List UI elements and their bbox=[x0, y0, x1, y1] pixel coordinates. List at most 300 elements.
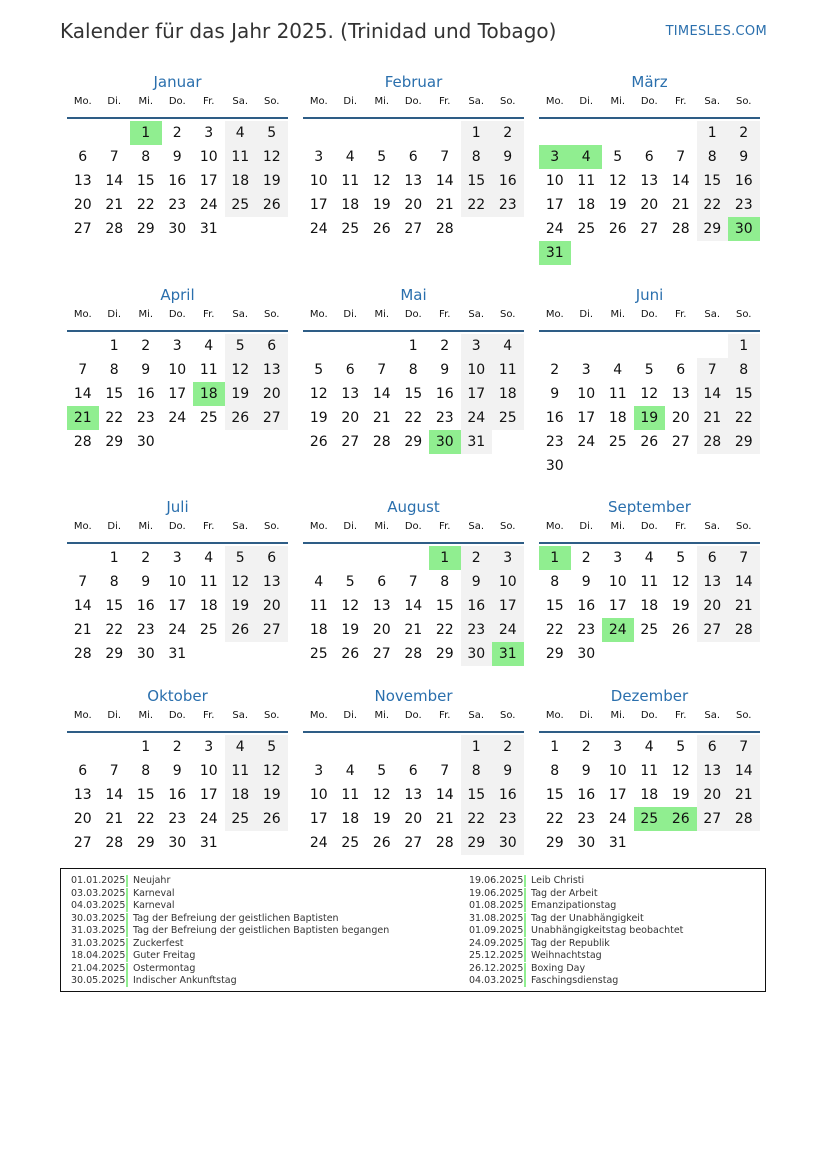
day-cell[interactable]: 1 bbox=[550, 739, 560, 755]
day-cell[interactable]: 1 bbox=[408, 338, 418, 354]
day-cell[interactable]: 16 bbox=[136, 598, 155, 614]
day-cell[interactable]: 2 bbox=[141, 550, 151, 566]
day-cell[interactable]: 22 bbox=[136, 197, 155, 213]
day-cell[interactable]: 15 bbox=[136, 787, 155, 803]
holiday-day-cell[interactable]: 4 bbox=[571, 145, 603, 169]
day-cell[interactable]: 7 bbox=[78, 574, 88, 590]
day-cell[interactable]: 15 bbox=[136, 173, 155, 189]
day-cell[interactable]: 23 bbox=[168, 811, 187, 827]
day-cell[interactable]: 25 bbox=[225, 807, 257, 831]
day-cell[interactable]: 24 bbox=[577, 434, 596, 450]
day-cell[interactable]: 5 bbox=[225, 334, 257, 358]
day-cell[interactable]: 6 bbox=[78, 149, 88, 165]
day-cell[interactable]: 15 bbox=[461, 169, 493, 193]
day-cell[interactable]: 4 bbox=[225, 735, 257, 759]
day-cell[interactable]: 22 bbox=[728, 406, 760, 430]
day-cell[interactable]: 30 bbox=[461, 642, 493, 666]
day-cell[interactable]: 2 bbox=[492, 735, 524, 759]
day-cell[interactable]: 4 bbox=[204, 550, 214, 566]
day-cell[interactable]: 16 bbox=[728, 169, 760, 193]
day-cell[interactable]: 29 bbox=[136, 835, 155, 851]
day-cell[interactable]: 30 bbox=[168, 835, 187, 851]
day-cell[interactable]: 13 bbox=[640, 173, 659, 189]
day-cell[interactable]: 21 bbox=[372, 410, 391, 426]
day-cell[interactable]: 12 bbox=[640, 386, 659, 402]
day-cell[interactable]: 11 bbox=[199, 574, 218, 590]
day-cell[interactable]: 27 bbox=[697, 618, 729, 642]
day-cell[interactable]: 9 bbox=[581, 763, 591, 779]
day-cell[interactable]: 7 bbox=[440, 149, 450, 165]
day-cell[interactable]: 14 bbox=[105, 173, 124, 189]
day-cell[interactable]: 6 bbox=[408, 763, 418, 779]
day-cell[interactable]: 20 bbox=[256, 594, 288, 618]
day-cell[interactable]: 17 bbox=[168, 386, 187, 402]
day-cell[interactable]: 23 bbox=[492, 193, 524, 217]
day-cell[interactable]: 26 bbox=[640, 434, 659, 450]
day-cell[interactable]: 3 bbox=[613, 550, 623, 566]
day-cell[interactable]: 8 bbox=[550, 763, 560, 779]
day-cell[interactable]: 17 bbox=[608, 787, 627, 803]
day-cell[interactable]: 28 bbox=[435, 221, 454, 237]
day-cell[interactable]: 1 bbox=[109, 338, 119, 354]
day-cell[interactable]: 28 bbox=[728, 618, 760, 642]
day-cell[interactable]: 22 bbox=[545, 622, 564, 638]
holiday-day-cell[interactable]: 1 bbox=[539, 546, 571, 570]
day-cell[interactable]: 6 bbox=[697, 546, 729, 570]
day-cell[interactable]: 19 bbox=[671, 787, 690, 803]
day-cell[interactable]: 26 bbox=[671, 622, 690, 638]
day-cell[interactable]: 13 bbox=[671, 386, 690, 402]
day-cell[interactable]: 30 bbox=[577, 646, 596, 662]
day-cell[interactable]: 19 bbox=[608, 197, 627, 213]
day-cell[interactable]: 28 bbox=[435, 835, 454, 851]
day-cell[interactable]: 4 bbox=[492, 334, 524, 358]
day-cell[interactable]: 29 bbox=[404, 434, 423, 450]
day-cell[interactable]: 9 bbox=[440, 362, 450, 378]
day-cell[interactable]: 31 bbox=[199, 835, 218, 851]
day-cell[interactable]: 28 bbox=[697, 430, 729, 454]
day-cell[interactable]: 21 bbox=[435, 197, 454, 213]
day-cell[interactable]: 12 bbox=[608, 173, 627, 189]
day-cell[interactable]: 28 bbox=[105, 221, 124, 237]
day-cell[interactable]: 18 bbox=[640, 598, 659, 614]
day-cell[interactable]: 13 bbox=[256, 358, 288, 382]
day-cell[interactable]: 19 bbox=[309, 410, 328, 426]
day-cell[interactable]: 3 bbox=[613, 739, 623, 755]
day-cell[interactable]: 29 bbox=[105, 646, 124, 662]
day-cell[interactable]: 30 bbox=[136, 646, 155, 662]
day-cell[interactable]: 14 bbox=[435, 173, 454, 189]
day-cell[interactable]: 30 bbox=[577, 835, 596, 851]
day-cell[interactable]: 7 bbox=[109, 149, 119, 165]
day-cell[interactable]: 20 bbox=[73, 811, 92, 827]
day-cell[interactable]: 9 bbox=[461, 570, 493, 594]
day-cell[interactable]: 5 bbox=[256, 121, 288, 145]
day-cell[interactable]: 3 bbox=[204, 125, 214, 141]
day-cell[interactable]: 23 bbox=[435, 410, 454, 426]
day-cell[interactable]: 9 bbox=[550, 386, 560, 402]
day-cell[interactable]: 12 bbox=[256, 145, 288, 169]
day-cell[interactable]: 27 bbox=[73, 835, 92, 851]
day-cell[interactable]: 13 bbox=[404, 173, 423, 189]
day-cell[interactable]: 12 bbox=[372, 173, 391, 189]
holiday-day-cell[interactable]: 30 bbox=[429, 430, 461, 454]
day-cell[interactable]: 20 bbox=[697, 783, 729, 807]
day-cell[interactable]: 22 bbox=[697, 193, 729, 217]
day-cell[interactable]: 25 bbox=[577, 221, 596, 237]
day-cell[interactable]: 18 bbox=[309, 622, 328, 638]
day-cell[interactable]: 13 bbox=[73, 787, 92, 803]
day-cell[interactable]: 14 bbox=[105, 787, 124, 803]
day-cell[interactable]: 25 bbox=[341, 835, 360, 851]
day-cell[interactable]: 24 bbox=[545, 221, 564, 237]
day-cell[interactable]: 16 bbox=[136, 386, 155, 402]
day-cell[interactable]: 17 bbox=[309, 197, 328, 213]
day-cell[interactable]: 24 bbox=[309, 221, 328, 237]
day-cell[interactable]: 25 bbox=[640, 622, 659, 638]
day-cell[interactable]: 28 bbox=[73, 434, 92, 450]
day-cell[interactable]: 4 bbox=[225, 121, 257, 145]
day-cell[interactable]: 21 bbox=[404, 622, 423, 638]
day-cell[interactable]: 25 bbox=[199, 622, 218, 638]
day-cell[interactable]: 15 bbox=[461, 783, 493, 807]
day-cell[interactable]: 20 bbox=[256, 382, 288, 406]
day-cell[interactable]: 24 bbox=[168, 410, 187, 426]
day-cell[interactable]: 5 bbox=[644, 362, 654, 378]
day-cell[interactable]: 1 bbox=[141, 739, 151, 755]
holiday-day-cell[interactable]: 30 bbox=[728, 217, 760, 241]
day-cell[interactable]: 14 bbox=[728, 759, 760, 783]
day-cell[interactable]: 23 bbox=[492, 807, 524, 831]
day-cell[interactable]: 5 bbox=[256, 735, 288, 759]
day-cell[interactable]: 11 bbox=[341, 787, 360, 803]
day-cell[interactable]: 13 bbox=[372, 598, 391, 614]
day-cell[interactable]: 29 bbox=[461, 831, 493, 855]
day-cell[interactable]: 22 bbox=[105, 622, 124, 638]
day-cell[interactable]: 2 bbox=[172, 739, 182, 755]
day-cell[interactable]: 12 bbox=[225, 358, 257, 382]
day-cell[interactable]: 7 bbox=[377, 362, 387, 378]
day-cell[interactable]: 14 bbox=[73, 598, 92, 614]
day-cell[interactable]: 27 bbox=[404, 221, 423, 237]
day-cell[interactable]: 16 bbox=[545, 410, 564, 426]
day-cell[interactable]: 13 bbox=[697, 570, 729, 594]
day-cell[interactable]: 28 bbox=[671, 221, 690, 237]
day-cell[interactable]: 20 bbox=[671, 410, 690, 426]
day-cell[interactable]: 20 bbox=[640, 197, 659, 213]
day-cell[interactable]: 11 bbox=[225, 759, 257, 783]
day-cell[interactable]: 8 bbox=[461, 759, 493, 783]
day-cell[interactable]: 17 bbox=[577, 410, 596, 426]
day-cell[interactable]: 23 bbox=[461, 618, 493, 642]
day-cell[interactable]: 10 bbox=[168, 574, 187, 590]
day-cell[interactable]: 9 bbox=[581, 574, 591, 590]
day-cell[interactable]: 11 bbox=[577, 173, 596, 189]
day-cell[interactable]: 12 bbox=[671, 763, 690, 779]
day-cell[interactable]: 9 bbox=[172, 763, 182, 779]
day-cell[interactable]: 5 bbox=[676, 550, 686, 566]
day-cell[interactable]: 19 bbox=[372, 811, 391, 827]
day-cell[interactable]: 7 bbox=[440, 763, 450, 779]
day-cell[interactable]: 29 bbox=[105, 434, 124, 450]
day-cell[interactable]: 18 bbox=[225, 783, 257, 807]
day-cell[interactable]: 21 bbox=[728, 594, 760, 618]
holiday-day-cell[interactable]: 21 bbox=[67, 406, 99, 430]
day-cell[interactable]: 28 bbox=[105, 835, 124, 851]
day-cell[interactable]: 3 bbox=[172, 338, 182, 354]
day-cell[interactable]: 3 bbox=[581, 362, 591, 378]
day-cell[interactable]: 8 bbox=[697, 145, 729, 169]
day-cell[interactable]: 2 bbox=[581, 550, 591, 566]
day-cell[interactable]: 25 bbox=[341, 221, 360, 237]
day-cell[interactable]: 24 bbox=[199, 197, 218, 213]
day-cell[interactable]: 3 bbox=[204, 739, 214, 755]
day-cell[interactable]: 25 bbox=[492, 406, 524, 430]
day-cell[interactable]: 14 bbox=[73, 386, 92, 402]
day-cell[interactable]: 8 bbox=[461, 145, 493, 169]
day-cell[interactable]: 3 bbox=[314, 763, 324, 779]
day-cell[interactable]: 29 bbox=[728, 430, 760, 454]
day-cell[interactable]: 18 bbox=[341, 811, 360, 827]
day-cell[interactable]: 27 bbox=[372, 646, 391, 662]
day-cell[interactable]: 12 bbox=[309, 386, 328, 402]
day-cell[interactable]: 12 bbox=[341, 598, 360, 614]
day-cell[interactable]: 22 bbox=[404, 410, 423, 426]
day-cell[interactable]: 31 bbox=[199, 221, 218, 237]
day-cell[interactable]: 15 bbox=[545, 598, 564, 614]
day-cell[interactable]: 27 bbox=[697, 807, 729, 831]
day-cell[interactable]: 20 bbox=[404, 197, 423, 213]
day-cell[interactable]: 5 bbox=[676, 739, 686, 755]
day-cell[interactable]: 6 bbox=[697, 735, 729, 759]
day-cell[interactable]: 26 bbox=[372, 835, 391, 851]
day-cell[interactable]: 3 bbox=[492, 546, 524, 570]
day-cell[interactable]: 4 bbox=[613, 362, 623, 378]
day-cell[interactable]: 23 bbox=[168, 197, 187, 213]
holiday-day-cell[interactable]: 31 bbox=[539, 241, 571, 265]
day-cell[interactable]: 23 bbox=[577, 622, 596, 638]
day-cell[interactable]: 10 bbox=[577, 386, 596, 402]
day-cell[interactable]: 27 bbox=[671, 434, 690, 450]
day-cell[interactable]: 9 bbox=[141, 362, 151, 378]
day-cell[interactable]: 10 bbox=[608, 763, 627, 779]
day-cell[interactable]: 26 bbox=[341, 646, 360, 662]
day-cell[interactable]: 14 bbox=[697, 382, 729, 406]
day-cell[interactable]: 2 bbox=[581, 739, 591, 755]
day-cell[interactable]: 8 bbox=[728, 358, 760, 382]
day-cell[interactable]: 19 bbox=[256, 783, 288, 807]
day-cell[interactable]: 1 bbox=[461, 121, 493, 145]
day-cell[interactable]: 22 bbox=[105, 410, 124, 426]
day-cell[interactable]: 3 bbox=[172, 550, 182, 566]
day-cell[interactable]: 20 bbox=[372, 622, 391, 638]
day-cell[interactable]: 16 bbox=[577, 598, 596, 614]
day-cell[interactable]: 17 bbox=[199, 173, 218, 189]
day-cell[interactable]: 22 bbox=[461, 807, 493, 831]
day-cell[interactable]: 16 bbox=[461, 594, 493, 618]
day-cell[interactable]: 24 bbox=[461, 406, 493, 430]
day-cell[interactable]: 6 bbox=[78, 763, 88, 779]
day-cell[interactable]: 7 bbox=[728, 735, 760, 759]
day-cell[interactable]: 27 bbox=[256, 406, 288, 430]
day-cell[interactable]: 16 bbox=[577, 787, 596, 803]
day-cell[interactable]: 30 bbox=[492, 831, 524, 855]
day-cell[interactable]: 10 bbox=[309, 787, 328, 803]
day-cell[interactable]: 11 bbox=[608, 386, 627, 402]
day-cell[interactable]: 24 bbox=[608, 811, 627, 827]
day-cell[interactable]: 26 bbox=[225, 618, 257, 642]
day-cell[interactable]: 15 bbox=[435, 598, 454, 614]
day-cell[interactable]: 6 bbox=[345, 362, 355, 378]
day-cell[interactable]: 8 bbox=[109, 574, 119, 590]
day-cell[interactable]: 1 bbox=[697, 121, 729, 145]
day-cell[interactable]: 25 bbox=[199, 410, 218, 426]
day-cell[interactable]: 6 bbox=[676, 362, 686, 378]
day-cell[interactable]: 1 bbox=[109, 550, 119, 566]
day-cell[interactable]: 26 bbox=[608, 221, 627, 237]
day-cell[interactable]: 5 bbox=[377, 763, 387, 779]
day-cell[interactable]: 27 bbox=[73, 221, 92, 237]
day-cell[interactable]: 21 bbox=[73, 622, 92, 638]
day-cell[interactable]: 1 bbox=[728, 334, 760, 358]
day-cell[interactable]: 28 bbox=[728, 807, 760, 831]
day-cell[interactable]: 15 bbox=[105, 598, 124, 614]
day-cell[interactable]: 13 bbox=[341, 386, 360, 402]
day-cell[interactable]: 20 bbox=[341, 410, 360, 426]
day-cell[interactable]: 9 bbox=[728, 145, 760, 169]
day-cell[interactable]: 26 bbox=[309, 434, 328, 450]
day-cell[interactable]: 12 bbox=[372, 787, 391, 803]
day-cell[interactable]: 26 bbox=[225, 406, 257, 430]
day-cell[interactable]: 23 bbox=[545, 434, 564, 450]
day-cell[interactable]: 21 bbox=[697, 406, 729, 430]
day-cell[interactable]: 8 bbox=[550, 574, 560, 590]
day-cell[interactable]: 16 bbox=[492, 783, 524, 807]
day-cell[interactable]: 19 bbox=[372, 197, 391, 213]
day-cell[interactable]: 7 bbox=[109, 763, 119, 779]
day-cell[interactable]: 20 bbox=[73, 197, 92, 213]
day-cell[interactable]: 10 bbox=[492, 570, 524, 594]
day-cell[interactable]: 21 bbox=[435, 811, 454, 827]
day-cell[interactable]: 6 bbox=[644, 149, 654, 165]
day-cell[interactable]: 21 bbox=[105, 197, 124, 213]
day-cell[interactable]: 10 bbox=[199, 149, 218, 165]
day-cell[interactable]: 7 bbox=[408, 574, 418, 590]
day-cell[interactable]: 18 bbox=[608, 410, 627, 426]
day-cell[interactable]: 10 bbox=[168, 362, 187, 378]
day-cell[interactable]: 23 bbox=[136, 410, 155, 426]
day-cell[interactable]: 8 bbox=[109, 362, 119, 378]
day-cell[interactable]: 20 bbox=[404, 811, 423, 827]
holiday-day-cell[interactable]: 24 bbox=[602, 618, 634, 642]
day-cell[interactable]: 2 bbox=[172, 125, 182, 141]
day-cell[interactable]: 2 bbox=[440, 338, 450, 354]
holiday-day-cell[interactable]: 18 bbox=[193, 382, 225, 406]
day-cell[interactable]: 22 bbox=[545, 811, 564, 827]
day-cell[interactable]: 18 bbox=[341, 197, 360, 213]
holiday-day-cell[interactable]: 26 bbox=[665, 807, 697, 831]
day-cell[interactable]: 18 bbox=[199, 598, 218, 614]
day-cell[interactable]: 31 bbox=[168, 646, 187, 662]
day-cell[interactable]: 27 bbox=[404, 835, 423, 851]
day-cell[interactable]: 15 bbox=[105, 386, 124, 402]
day-cell[interactable]: 14 bbox=[435, 787, 454, 803]
day-cell[interactable]: 2 bbox=[728, 121, 760, 145]
day-cell[interactable]: 27 bbox=[341, 434, 360, 450]
day-cell[interactable]: 25 bbox=[225, 193, 257, 217]
day-cell[interactable]: 11 bbox=[199, 362, 218, 378]
day-cell[interactable]: 22 bbox=[136, 811, 155, 827]
day-cell[interactable]: 28 bbox=[404, 646, 423, 662]
day-cell[interactable]: 4 bbox=[644, 550, 654, 566]
day-cell[interactable]: 19 bbox=[225, 594, 257, 618]
day-cell[interactable]: 5 bbox=[613, 149, 623, 165]
day-cell[interactable]: 7 bbox=[676, 149, 686, 165]
day-cell[interactable]: 10 bbox=[608, 574, 627, 590]
day-cell[interactable]: 29 bbox=[435, 646, 454, 662]
day-cell[interactable]: 6 bbox=[377, 574, 387, 590]
day-cell[interactable]: 29 bbox=[545, 646, 564, 662]
day-cell[interactable]: 27 bbox=[640, 221, 659, 237]
day-cell[interactable]: 12 bbox=[225, 570, 257, 594]
day-cell[interactable]: 20 bbox=[697, 594, 729, 618]
holiday-day-cell[interactable]: 1 bbox=[429, 546, 461, 570]
day-cell[interactable]: 5 bbox=[345, 574, 355, 590]
day-cell[interactable]: 14 bbox=[404, 598, 423, 614]
day-cell[interactable]: 2 bbox=[492, 121, 524, 145]
day-cell[interactable]: 11 bbox=[640, 574, 659, 590]
day-cell[interactable]: 10 bbox=[461, 358, 493, 382]
day-cell[interactable]: 9 bbox=[141, 574, 151, 590]
day-cell[interactable]: 17 bbox=[492, 594, 524, 618]
day-cell[interactable]: 7 bbox=[728, 546, 760, 570]
day-cell[interactable]: 16 bbox=[435, 386, 454, 402]
day-cell[interactable]: 29 bbox=[697, 217, 729, 241]
day-cell[interactable]: 8 bbox=[408, 362, 418, 378]
day-cell[interactable]: 5 bbox=[225, 546, 257, 570]
day-cell[interactable]: 29 bbox=[545, 835, 564, 851]
day-cell[interactable]: 3 bbox=[314, 149, 324, 165]
holiday-day-cell[interactable]: 3 bbox=[539, 145, 571, 169]
day-cell[interactable]: 4 bbox=[204, 338, 214, 354]
day-cell[interactable]: 11 bbox=[309, 598, 328, 614]
day-cell[interactable]: 9 bbox=[492, 145, 524, 169]
day-cell[interactable]: 14 bbox=[372, 386, 391, 402]
day-cell[interactable]: 15 bbox=[404, 386, 423, 402]
holiday-day-cell[interactable]: 31 bbox=[492, 642, 524, 666]
day-cell[interactable]: 24 bbox=[168, 622, 187, 638]
day-cell[interactable]: 13 bbox=[697, 759, 729, 783]
day-cell[interactable]: 11 bbox=[341, 173, 360, 189]
day-cell[interactable]: 25 bbox=[309, 646, 328, 662]
day-cell[interactable]: 19 bbox=[256, 169, 288, 193]
day-cell[interactable]: 8 bbox=[141, 763, 151, 779]
day-cell[interactable]: 17 bbox=[309, 811, 328, 827]
day-cell[interactable]: 23 bbox=[577, 811, 596, 827]
day-cell[interactable]: 10 bbox=[199, 763, 218, 779]
day-cell[interactable]: 28 bbox=[372, 434, 391, 450]
day-cell[interactable]: 21 bbox=[728, 783, 760, 807]
day-cell[interactable]: 5 bbox=[377, 149, 387, 165]
day-cell[interactable]: 4 bbox=[345, 763, 355, 779]
day-cell[interactable]: 30 bbox=[136, 434, 155, 450]
day-cell[interactable]: 5 bbox=[314, 362, 324, 378]
day-cell[interactable]: 31 bbox=[608, 835, 627, 851]
day-cell[interactable]: 30 bbox=[168, 221, 187, 237]
day-cell[interactable]: 28 bbox=[73, 646, 92, 662]
day-cell[interactable]: 27 bbox=[256, 618, 288, 642]
day-cell[interactable]: 29 bbox=[136, 221, 155, 237]
